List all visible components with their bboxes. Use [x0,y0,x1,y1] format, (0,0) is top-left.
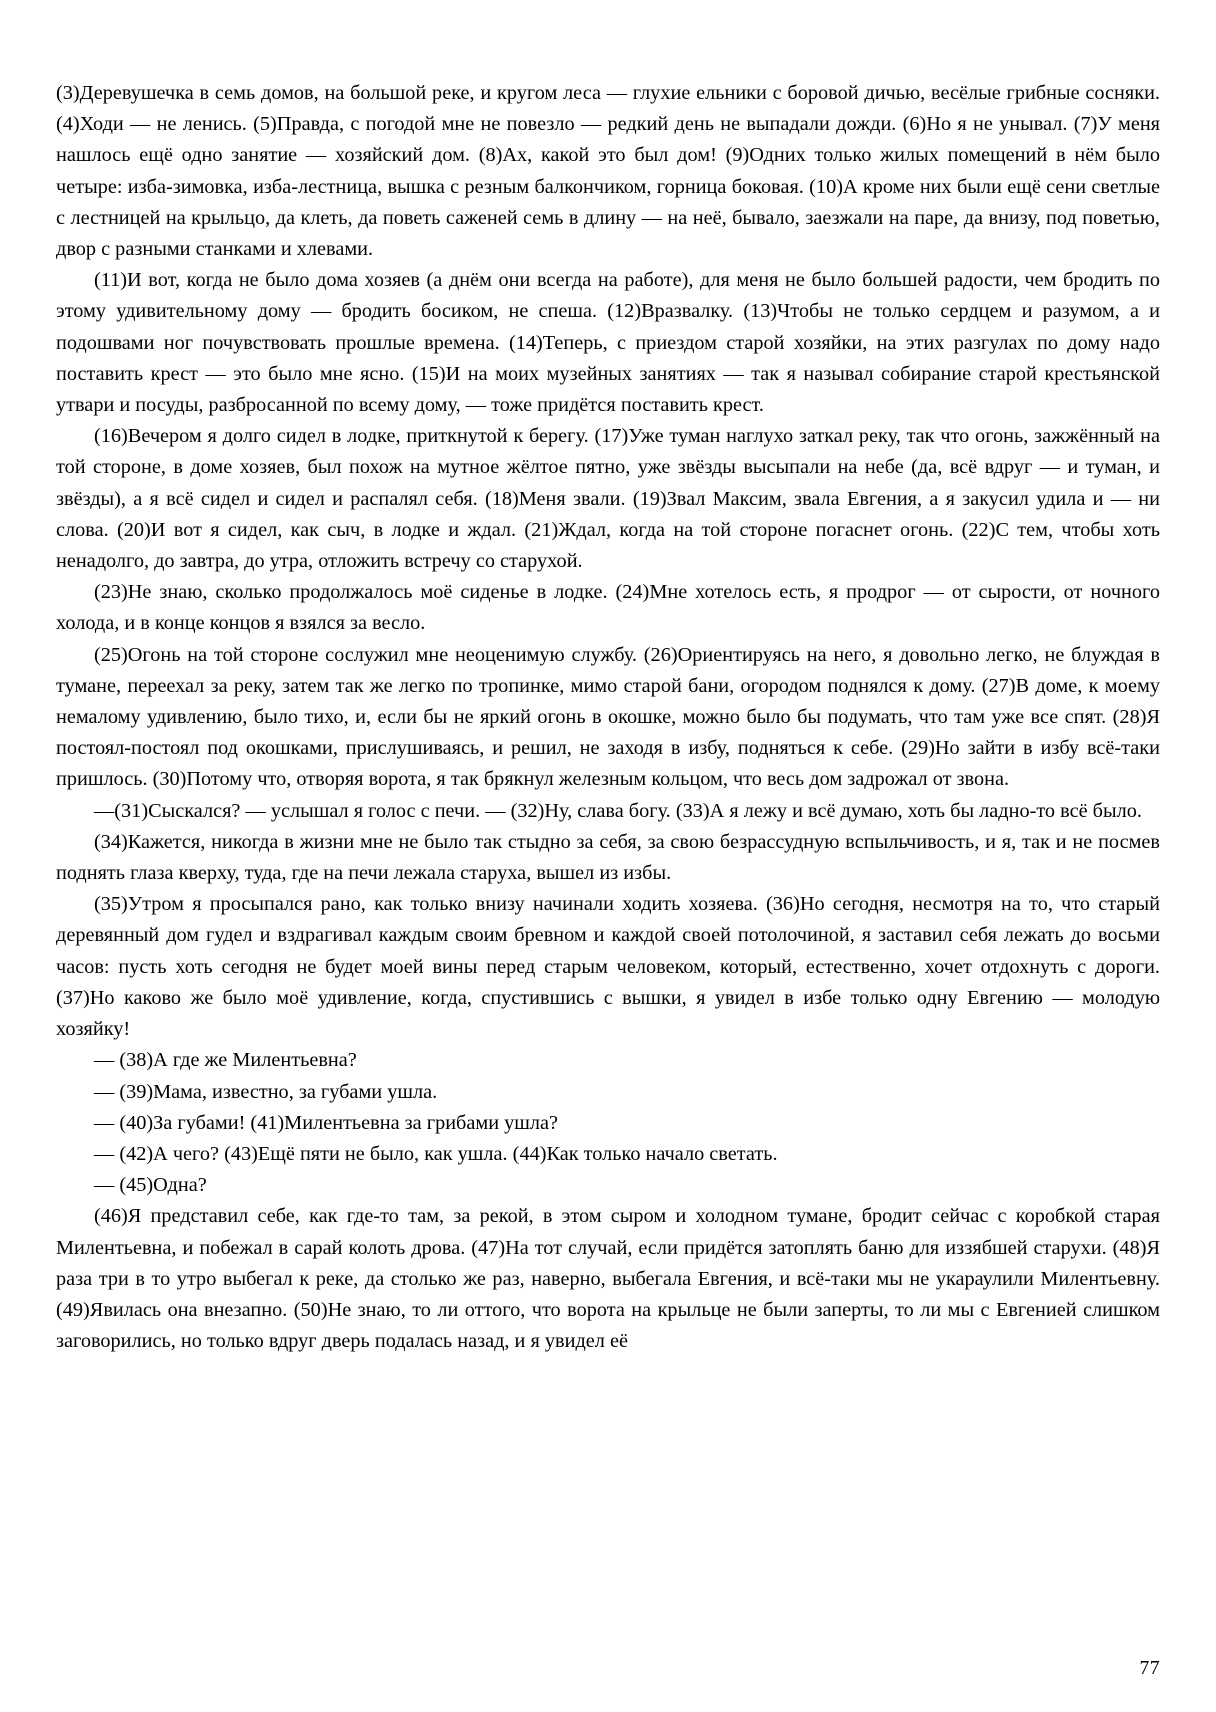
paragraph-dialogue: — (42)А чего? (43)Ещё пяти не было, как ушла. (44)Как только начало светать. [94,1142,778,1165]
paragraph: (35)Утром я просыпался рано, как только внизу начинали ходить хозяева. (36)Но сегодня, несмотря на то, что старый деревянный дом гудел и вздрагивал каждым своим бревном и каждой своей потолочиной, я заставил себя лежать до восьми часов: пусть хоть сегодня не будет моей вины перед старым человеком, который, естественно, хочет отдохнуть с дороги. (37)Но каково же было моё удивление, когда, спустившись с вышки, я увидел в избе только одну Евгению — молодую хозяйку! [56,893,1160,1041]
page-number: 77 [1139,1658,1160,1679]
paragraph-dialogue: — (45)Одна? [94,1174,207,1197]
paragraph: (11)И вот, когда не было дома хозяев (а днём они всегда на работе), для меня не было большей радости, чем бродить по этому удивительному дому — бродить босиком, не спеша. (12)Вразвалку. (13)Чтобы не только сердцем и разумом, а и подошвами ног почувствовать прошлые времена. (14)Теперь, с приездом старой хозяйки, на этих разгулах по дому надо поставить крест — это было мне ясно. (15)И на моих музейных занятиях — так я называл собирание старой крестьянской утвари и посуды, разбросанной по всему дому, — тоже придётся поставить крест. [56,269,1160,417]
paragraph: (34)Кажется, никогда в жизни мне не было так стыдно за себя, за свою безрассудную вспыльчивость, и я, так и не посмев поднять глаза кверху, туда, где на печи лежала старуха, вышел из избы. [56,830,1160,885]
body-text [56,78,1160,1357]
paragraph-dialogue: — (40)За губами! (41)Милентьевна за грибами ушла? [94,1111,559,1134]
paragraph: (16)Вечером я долго сидел в лодке, приткнутой к берегу. (17)Уже туман наглухо заткал реку, так что огонь, зажжённый на той стороне, в доме хозяев, был похож на мутное жёлтое пятно, уже звёзды высыпали на небе (да, всё вдруг — и туман, и звёзды), а я всё сидел и сидел и распалял себя. (18)Меня звали. (19)Звал Максим, звала Евгения, а я закусил удила и — ни слова. (20)И вот я сидел, как сыч, в лодке и ждал. (21)Ждал, когда на той стороне погаснет огонь. (22)С тем, чтобы хоть ненадолго, до завтра, до утра, отложить встречу со старухой. [56,425,1160,573]
paragraph: (46)Я представил себе, как где-то там, за рекой, в этом сыром и холодном тумане, бродит сейчас с коробкой старая Милентьевна, и побежал в сарай колоть дрова. (47)На тот случай, если придётся затоплять баню для иззябшей старухи. (48)Я раза три в то утро выбегал к реке, да столько же раз, наверно, выбегала Евгения, и всё-таки мы не укараулили Милентьевну. (49)Явилась она внезапно. (50)Не знаю, то ли оттого, что ворота на крыльце не были заперты, то ли мы с Евгенией слишком заговорились, но только вдруг дверь подалась назад, и я увидел её [56,1205,1160,1353]
paragraph-dialogue: —(31)Сыскался? — услышал я голос с печи. — (32)Ну, слава богу. (33)А я лежу и всё думаю, хоть бы ладно-то всё было. [94,799,1142,822]
paragraph-dialogue: — (38)А где же Милентьевна? [94,1049,357,1072]
paragraph: (3)Деревушечка в семь домов, на большой реке, и кругом леса — глухие ельники с боровой дичью, весёлые грибные сосняки. (4)Ходи — не ленись. (5)Правда, с погодой мне не повезло — редкий день не выпадали дожди. (6)Но я не унывал. (7)У меня нашлось ещё одно занятие — хозяйский дом. (8)Ах, какой это был дом! (9)Одних только жилых помещений в нём было четыре: изба-зимовка, изба-лестница, вышка с резным балкончиком, горница боковая. (10)А кроме них были ещё сени светлые с лестницей на крыльцо, да клеть, да поветь саженей семь в длину — на неё, бывало, заезжали на паре, да внизу, под поветью, двор с разными станками и хлевами. [56,82,1160,261]
paragraph: (23)Не знаю, сколько продолжалось моё сиденье в лодке. (24)Мне хотелось есть, я продрог — от сырости, от ночного холода, и в конце концов я взялся за весло. [56,581,1160,635]
paragraph-dialogue: — (39)Мама, известно, за губами ушла. [94,1080,438,1103]
paragraph: (25)Огонь на той стороне сослужил мне неоценимую службу. (26)Ориентируясь на него, я довольно легко, не блуждая в тумане, переехал за реку, затем так же легко по тропинке, мимо старой бани, огородом поднялся к дому. (27)В доме, к моему немалому удивлению, было тихо, и, если бы не яркий огонь в окошке, можно было бы подумать, что там уже все спят. (28)Я постоял-постоял под окошками, прислушиваясь, и решил, не заходя в избу, подняться к себе. (29)Но зайти в избу всё-таки пришлось. (30)Потому что, отворяя ворота, я так брякнул железным кольцом, что весь дом задрожал от звона. [56,643,1160,791]
